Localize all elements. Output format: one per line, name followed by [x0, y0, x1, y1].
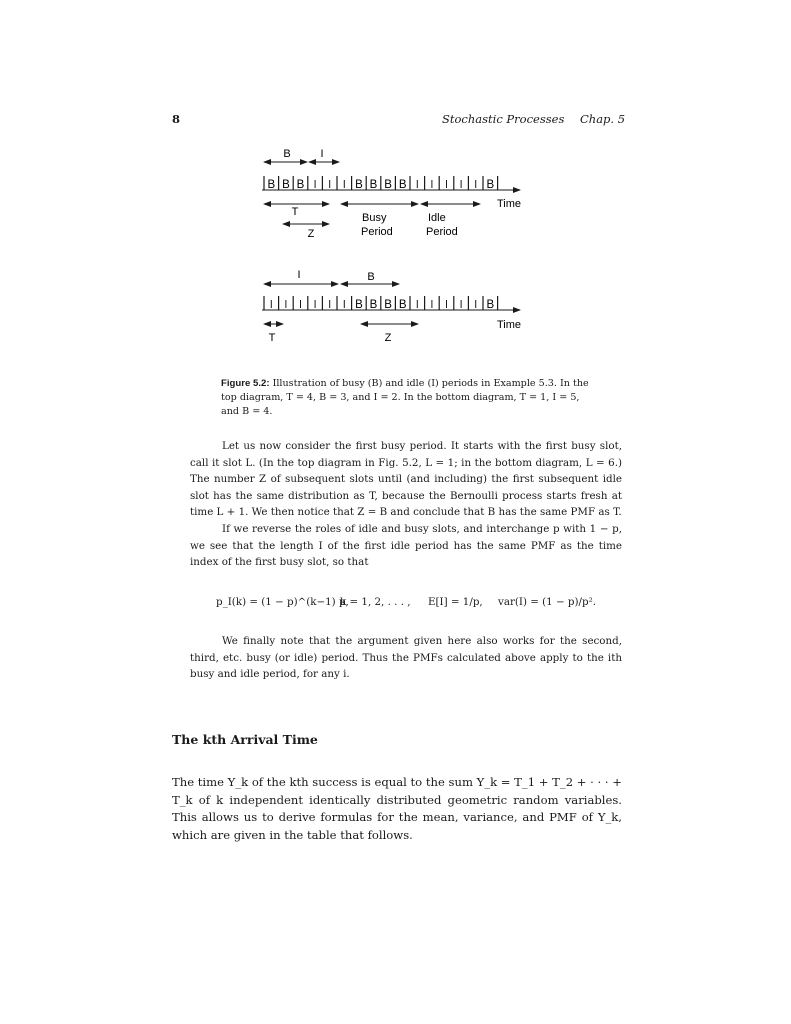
top-slot-busy: B — [282, 179, 290, 191]
bottom-label-T: T — [268, 332, 276, 344]
equation-mean: E[I] = 1/p, — [428, 596, 483, 608]
section-paragraph: The time Y_k of the kth success is equal to the sum Y_k = T_1 + T_2 + · · · + T_k of k independent identically distributed geometric random variables. This allows us to derive formulas for the mean, variance, and PMF of Y_k, which are given in the table that follows. — [172, 775, 622, 842]
top-label-Z: Z — [307, 228, 315, 240]
caption-text: Illustration of busy (B) and idle (I) periods in Example 5.3. In the top diagram, T = 4, B = 3, and I = 2. In the bottom diagram, T = 1, I = 5, and B = 4. — [221, 378, 589, 417]
top-label-T: T — [291, 206, 299, 218]
idle-period-label-2: Period — [426, 226, 458, 238]
figure-5-2 — [0, 0, 791, 370]
bottom-label-I: I — [297, 269, 301, 281]
paragraph-reverse-roles: If we reverse the roles of idle and busy slots, and interchange p with 1 − p, we see that the length I of the first idle period has the same PMF as the time index of the first busy slot, so that — [190, 523, 622, 568]
section-title: The kth Arrival Time — [172, 732, 318, 747]
top-slot-busy: B — [267, 179, 276, 191]
top-label-I: I — [320, 148, 324, 160]
idle-period-label-1: Idle — [428, 212, 446, 224]
running-title: Stochastic Processes — [442, 112, 565, 126]
equation-pmf: p_I(k) = (1 − p)^(k−1) p, — [216, 596, 349, 608]
top-diagram — [262, 148, 521, 240]
top-slot-busy: B — [384, 179, 392, 191]
top-slot-busy: B — [355, 179, 363, 191]
paragraph-busy-period: Let us now consider the first busy period. It starts with the first busy slot, call it slot L. (In the top diagram in Fig. 5.2, L = 1; in the bottom diagram, L = 6.) The number Z of subsequent slots until (and including) the first subsequent idle slot has the same distribution as T, because the Bernoulli process starts fresh at time L + 1. We then notice that Z = B and conclude that B has the same PMF as T. — [190, 440, 622, 518]
top-slot-row — [264, 176, 498, 191]
equation-variance: var(I) = (1 − p)/p². — [498, 596, 596, 608]
equation-range: k = 1, 2, . . . , — [340, 596, 411, 608]
figure-caption — [221, 377, 599, 419]
top-slot-busy: B — [398, 179, 407, 191]
bottom-slot-row — [264, 296, 498, 311]
caption-label: Figure 5.2: — [221, 378, 270, 389]
top-slot-busy: B — [296, 179, 305, 191]
bottom-slot-busy: B — [398, 299, 407, 311]
bottom-slot-busy: B — [486, 299, 495, 311]
top-slot-busy: B — [486, 179, 495, 191]
busy-period-label-2: Period — [361, 226, 393, 238]
bottom-diagram — [262, 269, 521, 344]
page-number: 8 — [172, 112, 181, 126]
top-time-label: Time — [497, 198, 522, 210]
paragraph-finally: We finally note that the argument given here also works for the second, third, etc. busy (or idle) period. Thus the PMFs calculated above apply to the ith busy and idle period, for any i. — [190, 635, 622, 680]
bottom-label-Z: Z — [384, 332, 392, 344]
bottom-time-label: Time — [497, 319, 522, 331]
top-label-B: B — [283, 148, 291, 160]
busy-period-label-1: Busy — [362, 212, 387, 224]
chapter-label: Chap. 5 — [580, 112, 626, 126]
top-slot-busy: B — [369, 179, 378, 191]
bottom-slot-busy: B — [355, 299, 363, 311]
bottom-slot-busy: B — [384, 299, 392, 311]
bottom-slot-busy: B — [369, 299, 378, 311]
bottom-label-B: B — [367, 271, 375, 283]
equation-idle-period-pmf — [190, 584, 622, 620]
